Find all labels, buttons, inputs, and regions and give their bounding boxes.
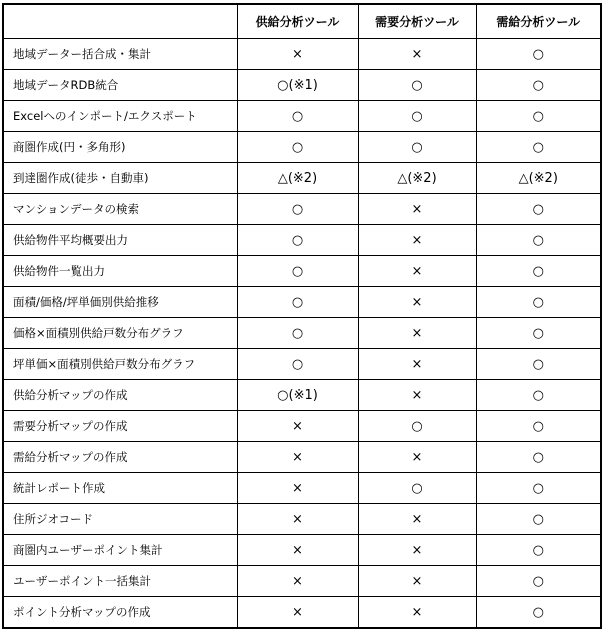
feature-label: 商圏内ユーザーポイント集計 [3, 535, 237, 566]
balance-tool-mark: ○ [476, 225, 601, 256]
supply-tool-mark: ○(※1) [237, 70, 358, 101]
balance-tool-mark: ○ [476, 473, 601, 504]
demand-tool-mark: × [358, 597, 476, 629]
supply-tool-mark: × [237, 597, 358, 629]
demand-tool-mark: × [358, 39, 476, 70]
table-row [3, 504, 601, 535]
table-row [3, 318, 601, 349]
supply-tool-mark: △(※2) [237, 163, 358, 194]
balance-tool-mark: ○ [476, 132, 601, 163]
supply-tool-mark: × [237, 535, 358, 566]
feature-comparison-table [2, 3, 602, 629]
table-row [3, 225, 601, 256]
table-row [3, 349, 601, 380]
balance-tool-mark: ○ [476, 39, 601, 70]
demand-tool-mark: × [358, 442, 476, 473]
demand-tool-mark: ○ [358, 411, 476, 442]
demand-tool-mark: ○ [358, 473, 476, 504]
table-row [3, 473, 601, 504]
demand-tool-mark: × [358, 349, 476, 380]
demand-tool-mark: × [358, 194, 476, 225]
balance-tool-mark: ○ [476, 411, 601, 442]
demand-tool-mark: × [358, 566, 476, 597]
demand-tool-mark: ○ [358, 132, 476, 163]
supply-tool-mark: ○ [237, 318, 358, 349]
demand-tool-mark: △(※2) [358, 163, 476, 194]
supply-tool-mark: ○ [237, 101, 358, 132]
feature-label: ユーザーポイント一括集計 [3, 566, 237, 597]
feature-label: 商圏作成(円・多角形) [3, 132, 237, 163]
balance-tool-mark: ○ [476, 349, 601, 380]
demand-tool-mark: ○ [358, 70, 476, 101]
table-row [3, 535, 601, 566]
table-row [3, 442, 601, 473]
supply-tool-mark: ○ [237, 349, 358, 380]
feature-label: 住所ジオコード [3, 504, 237, 535]
balance-tool-mark: ○ [476, 380, 601, 411]
feature-label: 統計レポート作成 [3, 473, 237, 504]
supply-tool-mark: × [237, 504, 358, 535]
balance-tool-mark: ○ [476, 256, 601, 287]
demand-tool-mark: × [358, 504, 476, 535]
balance-tool-mark: △(※2) [476, 163, 601, 194]
supply-tool-mark: ○ [237, 256, 358, 287]
supply-tool-mark: × [237, 442, 358, 473]
feature-label: Excelへのインポート/エクスポート [3, 101, 237, 132]
feature-label: 需給分析マップの作成 [3, 442, 237, 473]
header-supply-tool: 供給分析ツール [237, 4, 358, 39]
feature-label: ポイント分析マップの作成 [3, 597, 237, 629]
feature-label: 価格×面積別供給戸数分布グラフ [3, 318, 237, 349]
balance-tool-mark: ○ [476, 101, 601, 132]
table-row [3, 597, 601, 629]
balance-tool-mark: ○ [476, 597, 601, 629]
feature-label: 供給物件平均概要出力 [3, 225, 237, 256]
supply-tool-mark: × [237, 566, 358, 597]
header-balance-tool: 需給分析ツール [476, 4, 601, 39]
feature-label: 面積/価格/坪単価別供給推移 [3, 287, 237, 318]
feature-label: 供給分析マップの作成 [3, 380, 237, 411]
demand-tool-mark: × [358, 287, 476, 318]
supply-tool-mark: × [237, 39, 358, 70]
table-row [3, 132, 601, 163]
table-row [3, 70, 601, 101]
table-row [3, 101, 601, 132]
demand-tool-mark: × [358, 318, 476, 349]
feature-label: 地域データー括合成・集計 [3, 39, 237, 70]
balance-tool-mark: ○ [476, 504, 601, 535]
demand-tool-mark: × [358, 256, 476, 287]
supply-tool-mark: ○ [237, 194, 358, 225]
feature-label: 坪単価×面積別供給戸数分布グラフ [3, 349, 237, 380]
balance-tool-mark: ○ [476, 535, 601, 566]
demand-tool-mark: × [358, 380, 476, 411]
balance-tool-mark: ○ [476, 70, 601, 101]
demand-tool-mark: ○ [358, 101, 476, 132]
balance-tool-mark: ○ [476, 318, 601, 349]
table-row [3, 39, 601, 70]
table-row [3, 380, 601, 411]
feature-label: 地域データRDB統合 [3, 70, 237, 101]
supply-tool-mark: ○ [237, 225, 358, 256]
demand-tool-mark: × [358, 535, 476, 566]
feature-label: 供給物件一覧出力 [3, 256, 237, 287]
supply-tool-mark: ○(※1) [237, 380, 358, 411]
header-demand-tool: 需要分析ツール [358, 4, 476, 39]
supply-tool-mark: × [237, 473, 358, 504]
header-row [3, 4, 601, 39]
feature-label: 需要分析マップの作成 [3, 411, 237, 442]
table-row [3, 566, 601, 597]
table-row [3, 287, 601, 318]
supply-tool-mark: ○ [237, 132, 358, 163]
feature-label: マンションデータの検索 [3, 194, 237, 225]
supply-tool-mark: ○ [237, 287, 358, 318]
balance-tool-mark: ○ [476, 566, 601, 597]
feature-label: 到達圏作成(徒歩・自動車) [3, 163, 237, 194]
table-row [3, 194, 601, 225]
table-row [3, 411, 601, 442]
balance-tool-mark: ○ [476, 287, 601, 318]
balance-tool-mark: ○ [476, 442, 601, 473]
table-row [3, 256, 601, 287]
table-row [3, 163, 601, 194]
balance-tool-mark: ○ [476, 194, 601, 225]
table-body [3, 39, 601, 629]
supply-tool-mark: × [237, 411, 358, 442]
header-corner [3, 4, 237, 39]
demand-tool-mark: × [358, 225, 476, 256]
